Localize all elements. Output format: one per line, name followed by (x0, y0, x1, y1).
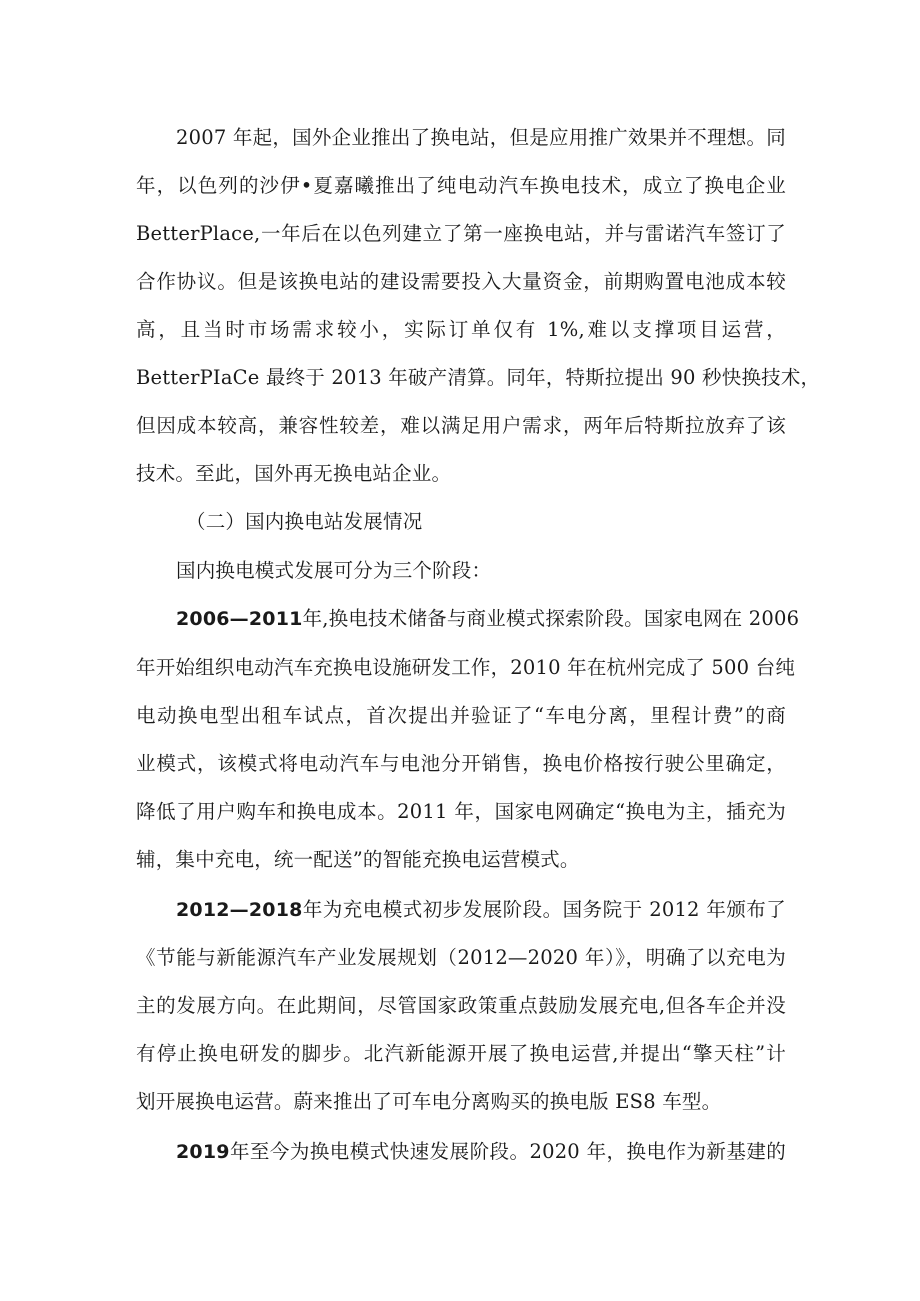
para2-line-1-text: 年,换电技术储备与商业模式探索阶段。国家电网在 2006 (302, 607, 800, 630)
para1-line-6: BetterPIaCe 最终于 2013 年破产清算。同年，特斯拉提出 90 秒快换技术， (136, 366, 821, 389)
intro-line: 国内换电模式发展可分为三个阶段： (176, 559, 492, 582)
para2-lead: 2006—2011 (176, 608, 303, 630)
para1-line-1: 2007 年起，国外企业推出了换电站，但是应用推广效果并不理想。同 (176, 126, 786, 149)
para3-line-5: 划开展换电运营。蔚来推出了可车电分离购买的换电版 ES8 车型。 (136, 1090, 722, 1113)
para3-lead: 2012—2018 (176, 899, 303, 921)
section-heading: （二）国内换电站发展情况 (186, 510, 423, 533)
para2-line-5: 降低了用户购车和换电成本。2011 年，国家电网确定“换电为主，插充为 (136, 800, 786, 823)
para1-line-3: BetterPlace,一年后在以色列建立了第一座换电站，并与雷诺汽车签订了 (136, 222, 786, 245)
para1-line-5: 高，且当时市场需求较小，实际订单仅有 1%,难以支撑项目运营， (136, 318, 786, 341)
para2-line-3: 电动换电型出租车试点，首次提出并验证了“车电分离，里程计费”的商 (136, 704, 786, 727)
para1-line-8: 技术。至此，国外再无换电站企业。 (136, 462, 452, 485)
para3-line-4: 有停止换电研发的脚步。北汽新能源开展了换电运营,并提出“擎天柱”计 (136, 1042, 786, 1065)
para3-line-3: 主的发展方向。在此期间，尽管国家政策重点鼓励发展充电,但各车企并没 (136, 994, 786, 1017)
para1-line-7: 但因成本较高，兼容性较差，难以满足用户需求，两年后特斯拉放弃了该 (136, 414, 786, 437)
para1-line-4: 合作协议。但是该换电站的建设需要投入大量资金，前期购置电池成本较 (136, 270, 786, 293)
para2-line-1 (176, 605, 800, 633)
para2-line-4: 业模式，该模式将电动汽车与电池分开销售，换电价格按行驶公里确定， (136, 752, 786, 775)
para3-line-1-text: 年为充电模式初步发展阶段。国务院于 2012 年颁布了 (302, 898, 786, 921)
para2-line-6: 辅，集中充电，统一配送”的智能充换电运营模式。 (136, 848, 580, 871)
para4-line-1 (176, 1138, 786, 1166)
para3-line-1 (176, 896, 786, 924)
para3-line-2: 《节能与新能源汽车产业发展规划（2012—2020 年）》，明确了以充电为 (136, 946, 786, 969)
para4-line-1-text: 年至今为换电模式快速发展阶段。2020 年，换电作为新基建的 (229, 1140, 786, 1163)
para4-lead: 2019 (176, 1141, 230, 1163)
para1-line-2: 年，以色列的沙伊•夏嘉曦推出了纯电动汽车换电技术，成立了换电企业 (136, 174, 786, 197)
para2-line-2: 年开始组织电动汽车充换电设施研发工作，2010 年在杭州完成了 500 台纯 (136, 656, 796, 679)
